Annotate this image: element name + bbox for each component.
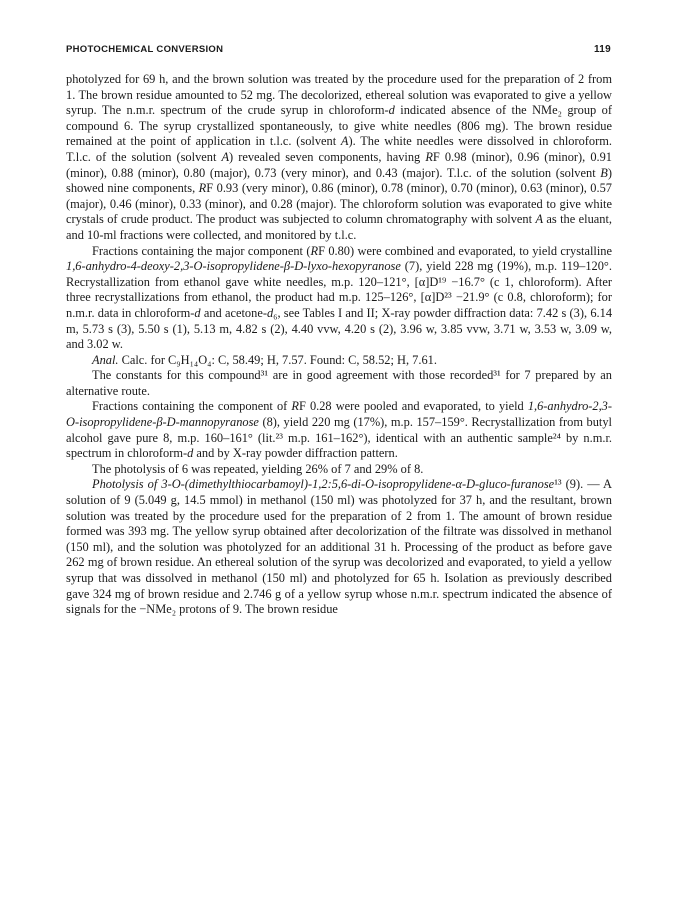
body-text	[66, 72, 612, 618]
text-run: F 0.28 were pooled and evaporated, to yield	[298, 399, 528, 414]
italic-text: R	[291, 399, 299, 414]
text-run: Fractions containing the major component (	[92, 243, 311, 258]
paragraph	[66, 477, 612, 617]
text-run: ) revealed seven components, having	[229, 149, 426, 164]
italic-text: Anal.	[92, 352, 119, 367]
text-run: F 0.98 (minor), 0.96 (minor), 0.91 (minor), 0.88 (minor), 0.80 (major), 0.73 (very minor), and 0.43 (major). T.l.c. of the solution (solvent	[66, 149, 612, 180]
italic-text: 1,6-anhydro-2,3-O-isopropylidene-β-D-mannopyranose	[66, 399, 613, 430]
page-number: 119	[593, 44, 611, 55]
italic-text: R	[198, 181, 207, 196]
italic-text: R	[310, 243, 319, 258]
text-run: ). The white needles were dissolved in chloroform. T.l.c. of the solution (solvent	[66, 134, 612, 164]
text-run: as the eluant, and 10-ml fractions were collected, and monitored by t.l.c.	[66, 212, 613, 242]
italic-text: d	[194, 305, 201, 320]
text-run: Calc. for C₉H₁₄O₄: C, 58.49; H, 7.57. Found: C, 58.52; H, 7.61.	[118, 352, 437, 367]
italic-text: A	[535, 212, 544, 227]
italic-text: d	[388, 103, 395, 118]
paragraph	[66, 462, 612, 478]
text-run: ) showed nine components,	[66, 165, 612, 196]
italic-text: B	[600, 165, 608, 180]
italic-text: d	[187, 446, 194, 461]
paragraph	[66, 244, 612, 353]
paragraph	[66, 72, 612, 244]
text-run: The photolysis of 6 was repeated, yielding 26% of 7 and 29% of 8.	[92, 461, 424, 476]
text-run: photolyzed for 69 h, and the brown solution was treated by the procedure used for the preparation of 2 from 1. The brown residue amounted to 52 mg. The decolorized, ethereal solution was evaporated to give a yellow syrup. The n.m.r. spectrum of the crude syrup in chloroform-	[66, 72, 612, 118]
italic-text: 1,6-anhydro-4-deoxy-2,3-O-isopropylidene-β-D-lyxo-hexopyranose	[66, 259, 401, 274]
text-run: ¹³ (9). — A solution of 9 (5.049 g, 14.5 mmol) in methanol (150 ml) was photolyzed for 37 h, and the resultant, brown solution was treated by the procedure used for the preparation of 2 from 1. The amount of brown residue formed was 393 mg. The yellow syrup obtained after decolorization of the filtrate was dissolved in methanol (150 ml), and the solution was photolyzed for an additional 31 h. Processing of the product as before gave 262 mg of brown residue. An ethereal solution of the syrup was decolorized and evaporated, to yield a yellow syrup that was dissolved in methanol (150 ml) and photolyzed for 65 h. Isolation as previously described gave 324 mg of brown residue and 2.746 g of a yellow syrup whose n.m.r. spectrum indicated the absence of signals for the −NMe₂ protons of 9. The brown residue	[66, 477, 612, 617]
text-run: and acetone-	[200, 305, 267, 320]
text-run: F 0.93 (very minor), 0.86 (minor), 0.78 (minor), 0.70 (minor), 0.63 (minor), 0.57 (major), 0.46 (minor), 0.33 (minor), and 0.28 (major). The chloroform solution was evaporated to give white crystals of crude product. The product was subjected to column chromatography with solvent	[66, 181, 612, 227]
text-run: (7), yield 228 mg (19%), m.p. 119–120°. Recrystallization from ethanol gave white needles, m.p. 120–121°, [α]D¹⁹ −16.7° (c 1, chloroform). After three recrystallizations from ethanol, the product had m.p. 125–126°, [α]D²³ −21.9° (c 0.8, chloroform); for n.m.r. data in chloroform-	[66, 259, 612, 320]
text-run: and by X-ray powder diffraction pattern.	[193, 446, 398, 461]
text-run: Fractions containing the component of	[92, 399, 292, 414]
italic-text: R	[425, 149, 433, 164]
text-run: indicated absence of the NMe₂ group of compound 6. The syrup crystallized spontaneously, to give white needles (806 mg). The brown residue remained at the point of application in t.l.c. (solvent	[66, 103, 612, 149]
italic-text: Photolysis of 3-O-(dimethylthiocarbamoyl)-1,2:5,6-di-O-isopropylidene-α-D-gluco-furanose	[92, 477, 555, 492]
paragraph	[66, 353, 612, 369]
text-run: F 0.80) were combined and evaporated, to yield crystalline	[318, 243, 612, 258]
italic-text: d	[266, 305, 274, 320]
italic-text: A	[340, 134, 349, 149]
italic-text: A	[221, 149, 230, 164]
page-header	[66, 44, 611, 60]
paragraph	[66, 368, 612, 399]
running-title: PHOTOCHEMICAL CONVERSION	[66, 44, 224, 55]
text-run: The constants for this compound³¹ are in good agreement with those recorded³¹ for 7 prepared by an alternative route.	[66, 368, 612, 398]
paragraph	[66, 399, 612, 461]
text-run: (8), yield 220 mg (17%), m.p. 157–159°. Recrystallization from butyl alcohol gave pure 8, m.p. 160–161° (lit.²³ m.p. 161–162°), identical with an authentic sample²⁴ by n.m.r. spectrum in chloroform-	[66, 415, 612, 461]
text-run: ₆, see Tables I and II; X-ray powder diffraction data: 7.42 s (3), 6.14 m, 5.73 s (3), 5.50 s (1), 5.13 m, 4.82 s (2), 4.40 vvw, 4.20 s (2), 3.96 w, 3.85 vvw, 3.71 w, 3.53 w, 3.09 w, and 3.02 w.	[66, 305, 613, 352]
